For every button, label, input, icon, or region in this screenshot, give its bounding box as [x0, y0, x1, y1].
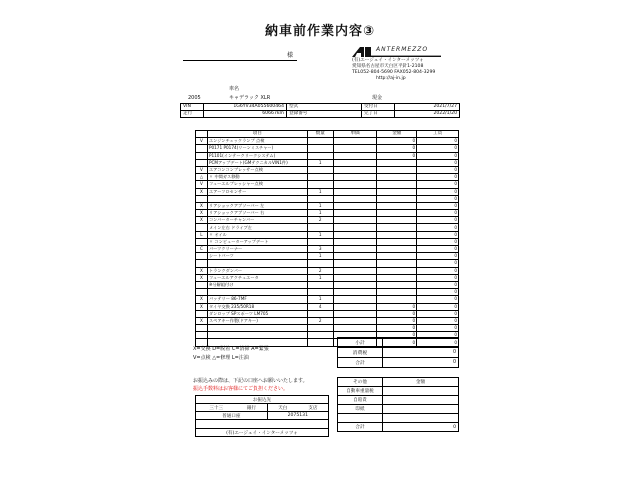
cell-mark [196, 325, 208, 332]
cell-labor: 0 [417, 317, 459, 324]
other-item-weight-tax: 自動車重量税 [338, 387, 383, 396]
cell-labor: 0 [417, 166, 459, 173]
cell-labor: 0 [417, 188, 459, 195]
col-header-item: 項目 [207, 131, 307, 138]
account-holder: (有)エージェイ・インターメッツォ [196, 429, 329, 437]
cell-qty [307, 332, 333, 339]
cell-qty: 1 [307, 159, 333, 166]
done-label: 完了日 [362, 111, 395, 118]
cell-unit-price [333, 281, 377, 288]
odo-label: 走行 [181, 111, 204, 118]
cell-qty: 1 [307, 253, 333, 260]
account-type: 普通口座 [196, 412, 268, 420]
vehicle-name: キャデラック XLR [229, 95, 271, 101]
cell-qty: 2 [307, 217, 333, 224]
cell-amount: 0 [377, 310, 417, 317]
cell-qty: 4 [307, 303, 333, 310]
cell-unit-price [333, 325, 377, 332]
cell-unit-price [333, 202, 377, 209]
reg-label: 登録番号 [287, 111, 362, 118]
cell-unit-price [333, 138, 377, 145]
cell-qty: 1 [307, 296, 333, 303]
cell-unit-price [333, 217, 377, 224]
cell-unit-price [333, 246, 377, 253]
bank-header: お振込先 [196, 396, 329, 404]
table-row [196, 260, 459, 267]
table-row [196, 224, 459, 231]
cell-labor: 0 [417, 181, 459, 188]
cell-amount: 0 [377, 152, 417, 159]
cell-item: フューエルプレッシャー点検 [207, 181, 307, 188]
cell-amount [377, 159, 417, 166]
cell-item [207, 332, 307, 339]
legend-line-1: X=交換 D=脱着 C=清掃 A=緊張 [193, 346, 269, 352]
cell-qty [307, 325, 333, 332]
cell-item: PCMアップデート(GMテクニカルVIN1件) [207, 159, 307, 166]
cell-amount [377, 253, 417, 260]
cell-amount: 0 [377, 325, 417, 332]
cell-mark: V [196, 138, 208, 145]
cell-qty [307, 224, 333, 231]
cell-unit-price [333, 289, 377, 296]
cell-unit-price [333, 260, 377, 267]
cell-qty: 3 [307, 246, 333, 253]
table-row [196, 202, 459, 209]
bank-name: 三十三 [196, 404, 237, 412]
vehicle-year: 2005 [188, 95, 201, 101]
cell-item [207, 195, 307, 202]
tax-label: 消費税 [338, 348, 383, 358]
cell-unit-price [333, 267, 377, 274]
total-row [338, 358, 459, 368]
cell-amount [377, 188, 417, 195]
cell-mark: X [196, 188, 208, 195]
table-row [196, 296, 459, 303]
cell-item: タイヤ交換 235/50R18 [207, 303, 307, 310]
cell-qty [307, 138, 333, 145]
done-value: 2022/1/20 [395, 111, 460, 118]
cell-mark: C [196, 246, 208, 253]
payment-status: 現金 [372, 95, 383, 101]
cell-labor: 0 [417, 195, 459, 202]
cell-unit-price [333, 317, 377, 324]
cell-unit-price [333, 174, 377, 181]
cell-mark: X [196, 296, 208, 303]
tax-value: 0 [383, 348, 459, 358]
other-item-insurance: 自賠責 [338, 396, 383, 405]
bank-label: 銀行 [236, 404, 267, 412]
cell-mark [196, 238, 208, 245]
cell-unit-price [333, 145, 377, 152]
total-label: 合計 [338, 358, 383, 368]
vehicle-info-table [180, 103, 460, 118]
company-tel-fax: TEL052-804-5690 FAX052-804-3299 [352, 70, 436, 76]
cell-qty [307, 281, 333, 288]
tax-row [338, 348, 459, 358]
cell-qty [307, 195, 333, 202]
other-header-amount: 金額 [383, 378, 459, 387]
cell-labor: 0 [417, 138, 459, 145]
cell-unit-price [333, 224, 377, 231]
cell-item: P0171 P0174(リーンミスチャー) [207, 145, 307, 152]
cell-item [207, 260, 307, 267]
cell-mark [196, 281, 208, 288]
cell-mark [196, 145, 208, 152]
table-row [196, 152, 459, 159]
cell-amount [377, 281, 417, 288]
cell-unit-price [333, 231, 377, 238]
cell-item: コンバーターチャンバー [207, 217, 307, 224]
cell-amount: 0 [377, 332, 417, 339]
cell-item: エアーフロセンサー [207, 188, 307, 195]
cell-labor: 0 [417, 145, 459, 152]
cell-mark [196, 159, 208, 166]
cell-mark: X [196, 202, 208, 209]
cell-unit-price [333, 188, 377, 195]
totals-table [337, 337, 459, 368]
cell-qty: 1 [307, 274, 333, 281]
table-row [196, 231, 459, 238]
cell-qty: 2 [307, 317, 333, 324]
cell-labor: 0 [417, 231, 459, 238]
work-items-table [195, 130, 459, 347]
vin-label: VIN [181, 104, 204, 111]
subtotal-label: 小計 [338, 338, 383, 348]
cell-amount [377, 217, 417, 224]
cell-item: ※分解組付け [207, 281, 307, 288]
cell-qty [307, 238, 333, 245]
table-row [196, 325, 459, 332]
table-row [196, 289, 459, 296]
cell-qty [307, 289, 333, 296]
col-header-amount: 金額 [377, 131, 417, 138]
total-value: 0 [383, 358, 459, 368]
cell-mark: X [196, 217, 208, 224]
cell-item: 〃 オイル [207, 231, 307, 238]
vin-value: 1G6YV34A055600464 [204, 104, 287, 111]
cell-item: シートバーツ [207, 253, 307, 260]
cell-unit-price [333, 238, 377, 245]
cell-mark: X [196, 267, 208, 274]
cell-amount [377, 224, 417, 231]
cell-labor: 0 [417, 267, 459, 274]
cell-labor: 0 [417, 310, 459, 317]
cell-qty: 1 [307, 188, 333, 195]
cell-amount [377, 210, 417, 217]
payment-note: お振込みの際は、下記の口座へお願いいたします。 [193, 378, 308, 384]
cell-unit-price [333, 195, 377, 202]
cell-unit-price [333, 210, 377, 217]
cell-mark [196, 260, 208, 267]
col-header-mark [196, 131, 208, 138]
cell-unit-price [333, 303, 377, 310]
cell-qty [307, 181, 333, 188]
table-row [196, 174, 459, 181]
cell-labor: 0 [417, 159, 459, 166]
cell-unit-price [333, 274, 377, 281]
legend [193, 345, 269, 363]
table-row [196, 195, 459, 202]
cell-amount [377, 289, 417, 296]
cell-labor: 0 [417, 217, 459, 224]
col-header-qty: 数量 [307, 131, 333, 138]
company-logo-text: ANTERMEZZO [376, 46, 429, 53]
cell-amount [377, 231, 417, 238]
cell-mark [196, 152, 208, 159]
company-url: http://aj-in.jp [376, 76, 406, 82]
cell-item [207, 289, 307, 296]
subtotal-row [338, 338, 459, 348]
cell-mark: X [196, 210, 208, 217]
table-row [196, 210, 459, 217]
col-header-labor: 工賃 [417, 131, 459, 138]
cell-amount [377, 174, 417, 181]
cell-amount: 0 [377, 339, 417, 346]
cell-qty [307, 339, 333, 346]
cell-amount [377, 246, 417, 253]
cell-labor: 0 [417, 152, 459, 159]
cell-amount [377, 274, 417, 281]
cell-amount: 0 [377, 303, 417, 310]
cell-amount: 0 [377, 138, 417, 145]
other-item-blank [338, 414, 383, 423]
other-total-label: 合計 [338, 423, 383, 432]
page-title: 納車前作業内容③ [264, 24, 375, 39]
cell-labor: 0 [417, 260, 459, 267]
cell-amount [377, 238, 417, 245]
table-row [196, 238, 459, 245]
other-total-value: 0 [383, 423, 459, 432]
cell-item: フューエルアクチュエータ [207, 274, 307, 281]
table-header-row [196, 131, 459, 138]
table-row [196, 138, 459, 145]
cell-labor: 0 [417, 281, 459, 288]
payment-note-fee: 振込手数料はお客様にてご負担ください。 [193, 386, 289, 392]
received-label: 受付日 [362, 104, 395, 111]
table-row [196, 310, 459, 317]
cell-mark: X [196, 303, 208, 310]
cell-item: リアショックアブソーバー 左 [207, 202, 307, 209]
company-address: 愛知県名古屋市天白区平針1-2108 [352, 64, 424, 70]
cell-labor: 0 [417, 332, 459, 339]
cell-mark [196, 253, 208, 260]
cell-amount [377, 166, 417, 173]
company-name: (有)エージェイ・インターメッツォ [352, 58, 424, 63]
cell-labor: 0 [417, 174, 459, 181]
model-label: 型式 [287, 104, 362, 111]
cell-mark [196, 332, 208, 339]
cell-item: 〃 コンピューターアップデート [207, 238, 307, 245]
cell-item: エアコンコンプレッサー点検 [207, 166, 307, 173]
cell-item: スペアキー作製(ドアキー) [207, 317, 307, 324]
cell-unit-price [333, 253, 377, 260]
payment-note-block [193, 377, 308, 393]
cell-labor: 0 [417, 325, 459, 332]
cell-qty: 1 [307, 202, 333, 209]
table-row [196, 253, 459, 260]
cell-item: ダンロップ SPスポーツ LM705 [207, 310, 307, 317]
cell-mark: △ [196, 174, 208, 181]
cell-labor: 0 [417, 253, 459, 260]
cell-amount: 0 [377, 317, 417, 324]
customer-name-line: 様 [183, 52, 297, 61]
cell-item: メイン左右 ドライブ左 [207, 224, 307, 231]
table-row [196, 181, 459, 188]
cell-unit-price [333, 159, 377, 166]
cell-item [207, 325, 307, 332]
bank-table [195, 395, 329, 437]
cell-qty [307, 174, 333, 181]
cell-mark: V [196, 166, 208, 173]
cell-labor: 0 [417, 289, 459, 296]
cell-mark [196, 224, 208, 231]
cell-labor: 0 [417, 224, 459, 231]
vehicle-name-label: 車名 [229, 86, 240, 92]
cell-labor: 0 [417, 274, 459, 281]
other-header-label: その他 [338, 378, 383, 387]
cell-labor: 0 [417, 296, 459, 303]
odo-value: 60667km [204, 111, 287, 118]
table-row [196, 267, 459, 274]
cell-mark [196, 310, 208, 317]
cell-unit-price [333, 310, 377, 317]
cell-amount [377, 260, 417, 267]
cell-mark [196, 195, 208, 202]
cell-mark: X [196, 317, 208, 324]
cell-labor: 0 [417, 339, 459, 346]
cell-labor: 0 [417, 210, 459, 217]
col-header-unit-price: 単価 [333, 131, 377, 138]
cell-qty [307, 310, 333, 317]
branch-label: 支店 [298, 404, 329, 412]
cell-amount [377, 195, 417, 202]
cell-qty: 1 [307, 210, 333, 217]
cell-item: リアショックアブソーバー 右 [207, 210, 307, 217]
cell-qty: 1 [307, 231, 333, 238]
cell-item: バッテリー 86-7MF [207, 296, 307, 303]
cell-amount [377, 296, 417, 303]
received-value: 2021/7/27 [395, 104, 460, 111]
company-info [352, 58, 435, 82]
cell-labor: 0 [417, 303, 459, 310]
account-number: 2075131 [267, 412, 328, 420]
cell-item: P1101(インテークリークシステム) [207, 152, 307, 159]
other-item-stamp: 印紙 [338, 405, 383, 414]
cell-mark: V [196, 181, 208, 188]
other-fees-table [337, 377, 459, 432]
cell-unit-price [333, 296, 377, 303]
cell-item: トランクダンパー [207, 267, 307, 274]
subtotal-value [383, 338, 459, 348]
table-row [196, 303, 459, 310]
cell-qty [307, 152, 333, 159]
cell-amount [377, 181, 417, 188]
table-row [196, 188, 459, 195]
branch-name: 天白 [267, 404, 298, 412]
cell-item: エンジンチェックランプ 点検 [207, 138, 307, 145]
cell-qty [307, 145, 333, 152]
table-row [196, 166, 459, 173]
table-row [196, 246, 459, 253]
table-row [196, 159, 459, 166]
cell-amount: 0 [377, 145, 417, 152]
cell-item: バーツクリーナー [207, 246, 307, 253]
cell-mark: X [196, 274, 208, 281]
cell-unit-price [333, 181, 377, 188]
cell-mark: L [196, 231, 208, 238]
cell-labor: 0 [417, 238, 459, 245]
cell-unit-price [333, 152, 377, 159]
legend-line-2: V=点検 △=修理 L=注油 [193, 355, 249, 361]
table-row [196, 145, 459, 152]
table-row [196, 217, 459, 224]
cell-labor: 0 [417, 202, 459, 209]
cell-amount [377, 267, 417, 274]
cell-mark [196, 289, 208, 296]
cell-labor: 0 [417, 246, 459, 253]
cell-qty [307, 166, 333, 173]
cell-amount [377, 202, 417, 209]
table-row [196, 281, 459, 288]
table-row [196, 317, 459, 324]
cell-item: 〃 中間ガス移動 [207, 174, 307, 181]
cell-qty: 2 [307, 267, 333, 274]
cell-unit-price [333, 166, 377, 173]
cell-qty [307, 260, 333, 267]
table-row [196, 274, 459, 281]
